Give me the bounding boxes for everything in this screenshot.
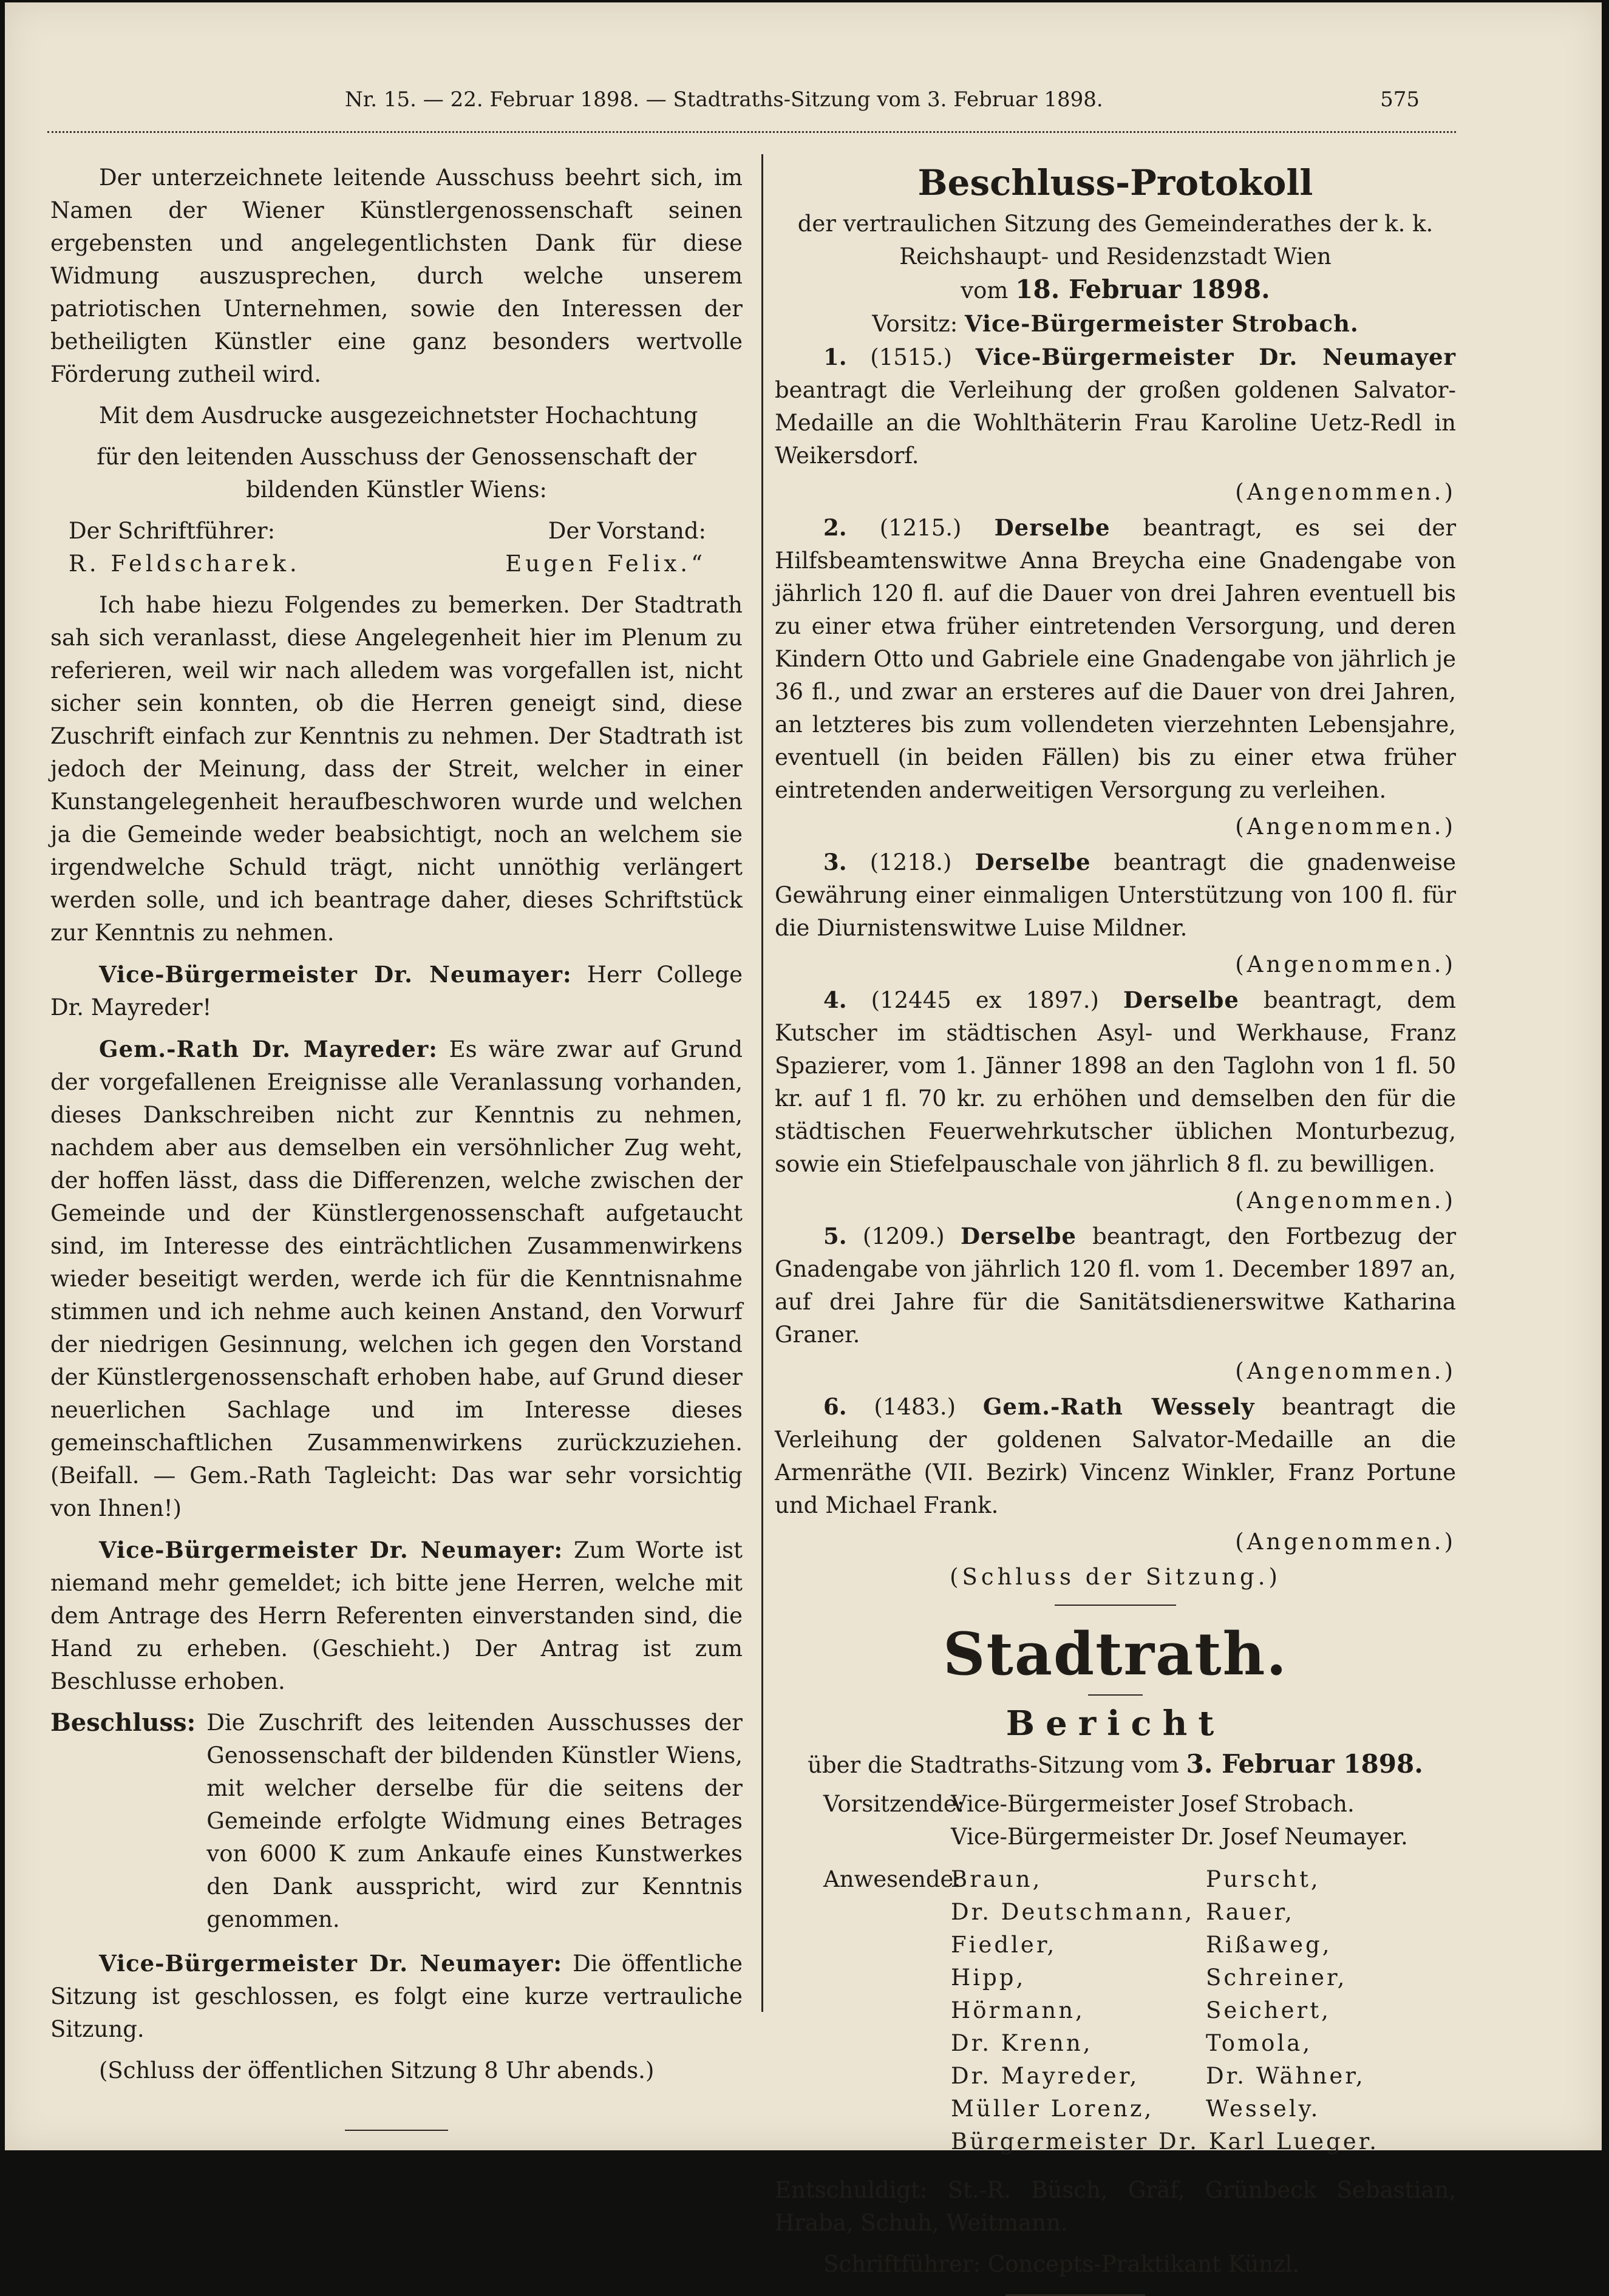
- motion-number: 2.: [823, 514, 847, 541]
- attendee-name: Seichert,: [1206, 1997, 1331, 2023]
- motion-result: (Angenommen.): [1235, 951, 1456, 977]
- section-rule: [1055, 1605, 1176, 1606]
- signature-names: [50, 548, 743, 580]
- motion-text: beantragt die Verleihung der goldenen Salvator-Medaille an die Armenräthe (VII. Bezirk) Vincenz Winkler, Franz Portune und Michael Frank.: [775, 1394, 1456, 1518]
- motion-number: 4.: [823, 987, 847, 1013]
- sig-left-title: Der Schriftführer:: [69, 518, 276, 544]
- speaker-name: Vice-Bürgermeister Dr. Neumayer:: [99, 1950, 563, 1977]
- motion-text: beantragt, es sei der Hilfsbeamtenswitwe Anna Breycha eine Gnadengabe von jährlich 120 fl. auf die Dauer von drei Jahren eventuell bis zu einer etwa früher eintretenden Versorgung, und deren Kindern Otto und Gabriele eine Gnadengabe von jährlich je 36 fl., und zwar an ersteres auf die Dauer von drei Jahren, an letzteres bis zum vollendeten vierzehnten Lebensjahre, eventuell (in beiden Fällen) bis zu einer etwa früher eintretenden anderweitigen Versorgung zu verleihen.: [775, 515, 1457, 803]
- protocol-title: Beschluss-Protokoll: [917, 162, 1313, 203]
- issue-line: Nr. 15. — 22. Februar 1898. — Stadtraths-Sitzung vom 3. Februar 1898.: [345, 87, 1103, 112]
- chair-name: Vice-Bürgermeister Strobach.: [964, 310, 1359, 337]
- chair-2: Vice-Bürgermeister Dr. Josef Neumayer.: [951, 1824, 1408, 1850]
- session-end-note: (Schluss der öffentlichen Sitzung 8 Uhr abends.): [99, 2057, 655, 2084]
- speech-text: Herr College Dr. Mayreder!: [50, 962, 743, 1021]
- stadtrath-title: Stadtrath.: [943, 1620, 1288, 1688]
- protocol-date: [775, 273, 1456, 307]
- speech-paragraph: [50, 1533, 743, 1698]
- motion-speaker: Derselbe: [960, 1223, 1077, 1249]
- motion-result: (Angenommen.): [1235, 479, 1456, 505]
- attendee-name: Rauer,: [1206, 1899, 1294, 1925]
- newspaper-page: [5, 2, 1602, 2277]
- attendee-name: Wessely.: [1206, 2096, 1321, 2122]
- motion-ref: (1215.): [879, 515, 962, 541]
- motion-result: (Angenommen.): [1235, 1529, 1456, 1555]
- motion-result: (Angenommen.): [1235, 1187, 1456, 1214]
- chairs-row: [823, 1821, 1456, 1853]
- attendee-name: Dr. Deutschmann,: [951, 1899, 1195, 1925]
- resolution-label: Beschluss:: [50, 1708, 196, 1737]
- report-title: Bericht: [1005, 1703, 1225, 1744]
- resolution-block: [50, 1707, 743, 1936]
- signature-titles: [50, 515, 743, 548]
- chair-label: Vorsitz:: [872, 311, 958, 337]
- speech-paragraph: Ich habe hiezu Folgendes zu bemerken. Der Stadtrath sah sich veranlasst, diese Angelegenheit hier im Plenum zu referieren, weil wir nach alledem was vorgefallen ist, nicht sicher sein konnten, ob die Herren geneigt sind, diese Zuschrift einfach zur Kenntnis zu nehmen. Der Stadtrath ist jedoch der Meinung, dass der Streit, welcher in einer Kunstangelegenheit heraufbeschworen wurde und welchen ja die Gemeinde weder beabsichtigt, noch an welchem sie irgendwelche Schuld trägt, nicht unnöthig verlängert werden solle, und ich beantrage daher, dieses Schriftstück zur Kenntnis zu nehmen.: [50, 592, 743, 946]
- motion-speaker: Derselbe: [994, 514, 1111, 541]
- attendees-block: [823, 1863, 1456, 2158]
- sig-right-title: Der Vorstand:: [548, 518, 706, 544]
- attendee-name: Dr. Wähner,: [1206, 2063, 1366, 2089]
- motion-number: 3.: [823, 849, 847, 875]
- attendee-name: Dr. Krenn,: [951, 2030, 1093, 2056]
- motion-number: 1.: [823, 344, 847, 370]
- motion-text: beantragt die Verleihung der großen goldenen Salvator-Medaille an die Wohlthäterin Frau Karoline Uetz-Redl in Weikersdorf.: [775, 377, 1456, 469]
- chairs-label-spacer: [823, 1821, 951, 1853]
- motion-ref: (12445 ex 1897.): [871, 987, 1099, 1013]
- attendee-name: Schreiner,: [1206, 1965, 1347, 1991]
- speech-paragraph: [50, 1033, 743, 1525]
- motion-speaker: Derselbe: [975, 849, 1091, 875]
- motion-speaker: Vice-Bürgermeister Dr. Neumayer: [975, 344, 1457, 370]
- right-column: [775, 161, 1456, 2296]
- speech-paragraph: [50, 958, 743, 1024]
- motion-number: 6.: [823, 1393, 847, 1420]
- letter-paragraph: Der unterzeichnete leitende Ausschuss beehrt sich, im Namen der Wiener Künstlergenossenschaft seinen ergebensten und angelegentlichsten Dank für diese Widmung auszusprechen, durch welche unserem patriotischen Unternehmen, sowie den Interessen der betheiligten Künstler eine ganz besonders wertvolle Förderung zutheil wird.: [50, 165, 743, 387]
- column-divider: [761, 154, 763, 2012]
- motion-ref: (1515.): [870, 344, 953, 370]
- speech-text: Die öffentliche Sitzung ist geschlossen, es folgt eine kurze vertrauliche Sitzung.: [50, 1951, 743, 2042]
- motion-result: (Angenommen.): [1235, 1358, 1456, 1384]
- attendee-name: Hipp,: [951, 1965, 1026, 1991]
- attendees-col-2: [1206, 1863, 1366, 2158]
- motion-text: beantragt, dem Kutscher im städtischen Asyl- und Werkhause, Franz Spazierer, vom 1. Jänner 1898 an den Taglohn von 1 fl. 50 kr. auf 1 fl. 70 kr. zu erhöhen und demselben den für die städtischen Feuerwehrkutscher üblichen Monturbezug, sowie ein Stiefelpauschale von jährlich 8 fl. zu bewilligen.: [775, 987, 1457, 1177]
- chair-line: [775, 307, 1456, 341]
- greeting-line: Mit dem Ausdrucke ausgezeichnetster Hochachtung: [99, 402, 698, 429]
- motion-list: [775, 341, 1456, 1558]
- speech-text: Zum Worte ist niemand mehr gemeldet; ich bitte jene Herren, welche mit dem Antrage des Herrn Referenten einverstanden sind, die Hand zu erheben. (Geschieht.) Der Antrag ist zum Beschlusse erhoben.: [50, 1537, 743, 1694]
- attendee-name: Tomola,: [1206, 2030, 1313, 2056]
- page-header: [5, 87, 1602, 124]
- motion-ref: (1483.): [874, 1394, 956, 1420]
- chairs-row: [823, 1788, 1456, 1821]
- speaker-name: Gem.-Rath Dr. Mayreder:: [99, 1036, 438, 1062]
- motion-item: [775, 846, 1456, 945]
- resolution-text: Die Zuschrift des leitenden Ausschusses der Genossenschaft der bildenden Künstler Wiens, mit welcher derselbe für die seitens der Gemeinde erfolgte Widmung eines Betrages von 6000 K zum Ankaufe eines Kunstwerkes den Dank ausspricht, wird zur Kenntnis genommen.: [206, 1710, 743, 1932]
- report-subtitle-prefix: über die Stadtraths-Sitzung vom: [808, 1752, 1179, 1778]
- attendee-name: Hörmann,: [951, 1997, 1085, 2023]
- motion-result: (Angenommen.): [1235, 813, 1456, 840]
- motion-number: 5.: [823, 1223, 847, 1249]
- sig-right-name: Eugen Felix.“: [505, 551, 706, 577]
- speaker-name: Vice-Bürgermeister Dr. Neumayer:: [99, 1537, 563, 1563]
- left-column: [50, 161, 743, 2131]
- chair-1: Vice-Bürgermeister Josef Strobach.: [951, 1791, 1355, 1817]
- clerk-line: Schriftführer: Concepts-Praktikant Künzl.: [823, 2251, 1300, 2277]
- attendee-name: Müller Lorenz,: [951, 2096, 1154, 2122]
- motion-speaker: Gem.-Rath Wessely: [982, 1393, 1255, 1420]
- motion-ref: (1218.): [869, 849, 952, 875]
- attendee-name: Rißaweg,: [1206, 1932, 1332, 1958]
- title-rule: [1088, 1694, 1143, 1696]
- motion-item: [775, 983, 1456, 1181]
- motion-text: beantragt die gnadenweise Gewährung einer einmaligen Unterstützung von 100 fl. für die Diurnistenswitwe Luise Mildner.: [775, 849, 1457, 941]
- speech-paragraph: [50, 1947, 743, 2046]
- sig-left-name: R. Feldscharek.: [69, 551, 301, 577]
- motion-ref: (1209.): [862, 1223, 945, 1249]
- report-subtitle: [775, 1748, 1456, 1782]
- attendee-name: Dr. Mayreder,: [951, 2063, 1140, 2089]
- protocol-subtitle: der vertraulichen Sitzung des Gemeinderathes der k. k. Reichshaupt- und Residenzstadt Wien: [797, 211, 1434, 270]
- motion-item: [775, 341, 1456, 472]
- attendee-name: Fiedler,: [951, 1932, 1057, 1958]
- motion-item: [775, 1390, 1456, 1522]
- attendee-name: Braun,: [951, 1866, 1043, 1892]
- section-rule: [345, 2130, 448, 2131]
- attendees-label: Anwesende:: [823, 1866, 961, 1892]
- header-rule: [47, 131, 1456, 133]
- motion-speaker: Derselbe: [1123, 987, 1239, 1013]
- signatory-line: für den leitenden Ausschuss der Genossenschaft der bildenden Künstler Wiens:: [97, 444, 696, 503]
- page-number: 575: [1380, 87, 1420, 112]
- motion-text: beantragt, den Fortbezug der Gnadengabe von jährlich 120 fl. vom 1. December 1897 an, auf drei Jahre für die Sanitätsdienerswitwe Katharina Graner.: [775, 1223, 1457, 1348]
- attendee-name: Bürgermeister Dr. Karl Lueger.: [951, 2128, 1379, 2155]
- attendee-name: Purscht,: [1206, 1866, 1321, 1892]
- report-date: 3. Februar 1898.: [1186, 1749, 1423, 1779]
- chairs-label: Vorsitzende:: [823, 1791, 965, 1817]
- motion-item: [775, 1220, 1456, 1351]
- motion-item: [775, 511, 1456, 807]
- protocol-date-value: 18. Februar 1898.: [1015, 274, 1270, 304]
- speaker-name: Vice-Bürgermeister Dr. Neumayer:: [99, 961, 572, 988]
- session-closed: (Schluss der Sitzung.): [950, 1564, 1281, 1590]
- excused-line: Entschuldigt: St.-R. Büsch, Gräf, Grünbeck Sebastian, Hraba, Schuh, Weitmann.: [775, 2177, 1456, 2236]
- protocol-date-prefix: vom: [961, 277, 1009, 304]
- speech-text: Es wäre zwar auf Grund der vorgefallenen Ereignisse alle Veranlassung vorhanden, dieses Dankschreiben nicht zur Kenntnis zu nehmen, nachdem aber aus demselben ein versöhnlicher Zug weht, der hoffen lässt, dass die Differenzen, welche zwischen der Gemeinde und der Künstlergenossenschaft aufgetaucht sind, im Interesse des einträchtlichen Zusammenwirkens wieder beseitigt werden, werde ich für die Kenntnisnahme stimmen und ich nehme auch keinen Anstand, den Vorwurf der niedrigen Gesinnung, welchen ich gegen den Vorstand der Künstlergenossenschaft erhoben habe, auf Grund dieser neuerlichen Sachlage und im Interesse dieses gemeinschaftlichen Zusammenwirkens zurückzuziehen. (Beifall. — Gem.-Rath Tagleicht: Das war sehr vorsichtig von Ihnen!): [50, 1036, 743, 1521]
